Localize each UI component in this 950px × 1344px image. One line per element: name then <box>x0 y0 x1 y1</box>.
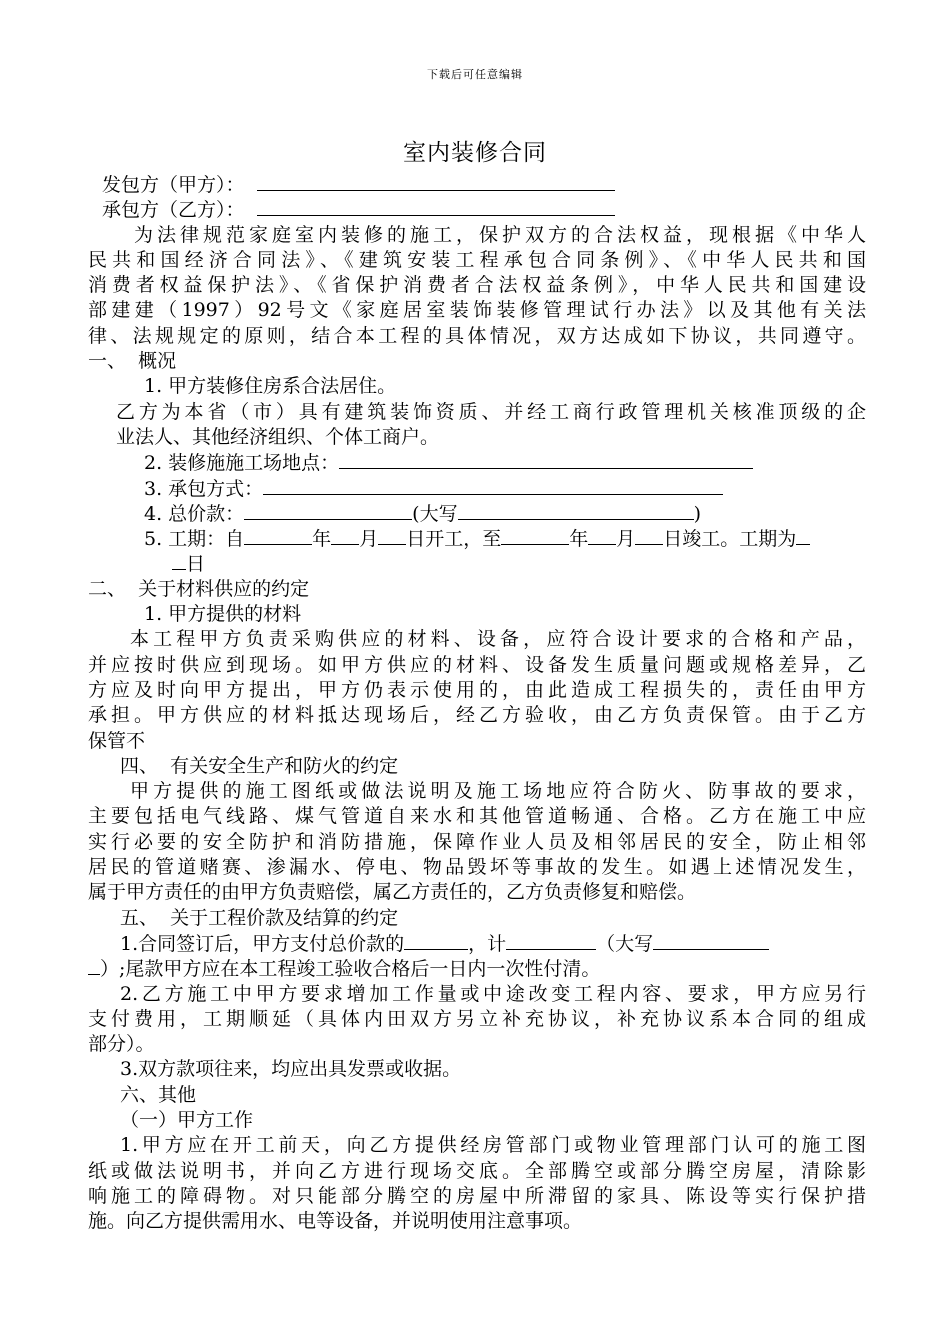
section5-item2: 部分）。 <box>88 1033 155 1056</box>
month-blank <box>331 526 359 545</box>
percent-blank <box>404 931 468 950</box>
close-paren: ) <box>693 502 702 525</box>
party-a-blank <box>257 172 615 191</box>
section2-para: 承担。甲方供应的材料抵达现场后，经乙方验收，由乙方负责保管。由于乙方 <box>88 704 866 727</box>
section4-para: 甲方提供的施工图纸或做法说明及施工场地应符合防火、防事故的要求， <box>130 780 866 803</box>
capital-label: （大写 <box>596 932 654 955</box>
party-a-label: 发包方（甲方）： <box>102 174 245 196</box>
section1-item3 <box>88 476 866 501</box>
section6-sub1: （一）甲方工作 <box>120 1108 254 1131</box>
capital-label: (大写 <box>412 502 458 525</box>
end-text: 日竣工。工期为 <box>663 528 797 551</box>
preamble-line: 民共和国经济合同法》、《建筑安装工程承包合同条例》、《中华人民共和国 <box>88 248 866 271</box>
period-label: 5. 工期：自 <box>144 528 245 551</box>
section5-item1 <box>88 931 866 956</box>
site-blank <box>339 450 753 469</box>
amount-label: ，计 <box>468 932 507 955</box>
section4-para: 居民的管道赌赛、渗漏水、停电、物品毁坏等事故的发生。如遇上述情况发生， <box>88 856 866 879</box>
capital-blank-cont <box>88 956 100 975</box>
amount-blank <box>506 931 596 950</box>
site-label: 2. 装修施施工场地点： <box>144 452 340 475</box>
duration-blank <box>172 551 186 570</box>
year-text: 年 <box>312 528 332 551</box>
day-unit: 日 <box>186 553 206 576</box>
party-b-blank <box>257 197 615 216</box>
section4-para: 实行必要的安全防护和消防措施，保障作业人员及相邻居民的安全，防止相邻 <box>88 830 866 853</box>
section-heading: 五、 关于工程价款及结算的约定 <box>120 906 399 929</box>
total-price-label: 4. 总价款： <box>144 502 245 525</box>
section6-item1: 响施工的障碍物。对只能部分腾空的房屋中所滞留的家具、陈设等实行保护措 <box>88 1184 866 1207</box>
section5-item1-cont <box>88 956 866 981</box>
preamble-line: 消费者权益保护法》、《省保护消费者合法权益条例》，中华人民共和国建设 <box>88 274 866 297</box>
section1-item2 <box>88 450 866 475</box>
section5-item3: 3.双方款项往来，均应出具发票或收据。 <box>120 1058 462 1081</box>
section2-para: 并应按时供应到现场。如甲方供应的材料、设备发生质量问题或规格差异，乙 <box>88 653 866 676</box>
year-blank <box>244 526 312 545</box>
day-blank <box>378 526 406 545</box>
preamble-line: 部建建（1997）92号文《家庭居室装饰装修管理试行办法》以及其他有关法 <box>88 299 866 322</box>
party-a-line <box>88 172 866 197</box>
section1-item1: 1. 甲方装修住房系合法居住。 <box>144 375 397 398</box>
section2-para: 本工程甲方负责采购供应的材料、设备，应符合设计要求的合格和产品， <box>130 628 866 651</box>
total-price-blank <box>244 501 412 520</box>
section-heading: 四、 有关安全生产和防火的约定 <box>120 754 399 777</box>
section6-item1: 纸或做法说明书，并向乙方进行现场交底。全部腾空或部分腾空房屋，清除影 <box>88 1159 866 1182</box>
preamble-line: 律、法规规定的原则，结合本工程的具体情况，双方达成如下协议，共同遵守。 <box>88 324 866 347</box>
section4-para: 属于甲方责任的由甲方负责赔偿，属乙方责任的，乙方负责修复和赔偿。 <box>88 881 697 904</box>
section1-item5 <box>88 526 866 551</box>
page-header: 下载后可任意编辑 <box>427 68 523 81</box>
payment-label: 1.合同签订后，甲方支付总价款的 <box>120 932 405 955</box>
year-text: 年 <box>569 528 589 551</box>
day-blank <box>635 526 663 545</box>
section1-item1-cont: 业法人、其他经济组织、个体工商户。 <box>116 425 440 448</box>
section5-item2: 支付费用，工期顺延（具体内田双方另立补充协议，补充协议系本合同的组成 <box>88 1007 866 1030</box>
document-body <box>88 172 866 1234</box>
year-blank <box>501 526 569 545</box>
capital-blank <box>653 931 769 950</box>
preamble-line: 为法律规范家庭室内装修的施工，保护双方的合法权益，现根据《中华人 <box>134 223 866 246</box>
section1-item5-end <box>88 551 866 576</box>
month-blank <box>588 526 616 545</box>
document-title: 室内装修合同 <box>403 140 547 166</box>
duration-blank <box>796 526 810 545</box>
final-payment-text: ）;尾款甲方应在本工程竣工验收合格后一日内一次性付清。 <box>100 958 601 981</box>
section2-para: 保管不 <box>88 729 146 752</box>
section4-para: 主要包括电气线路、煤气管道自来水和其他管道畅通、合格。乙方在施工中应 <box>88 805 866 828</box>
contract-mode-blank <box>263 476 723 495</box>
month-text: 月 <box>359 528 379 551</box>
section-heading: 六、其他 <box>120 1083 197 1106</box>
section-heading: 二、 关于材料供应的约定 <box>88 577 310 600</box>
section1-item4 <box>88 501 866 526</box>
section2-item1: 1. 甲方提供的材料 <box>144 603 302 626</box>
section6-item1: 1.甲方应在开工前天，向乙方提供经房管部门或物业管理部门认可的施工图 <box>120 1134 866 1157</box>
month-text: 月 <box>616 528 636 551</box>
party-b-label: 承包方（乙方）： <box>102 199 245 222</box>
section6-item1: 施。向乙方提供需用水、电等设备，并说明使用注意事项。 <box>88 1210 583 1233</box>
section1-item1-cont: 乙方为本省（市）具有建筑装饰资质、并经工商行政管理机关核准顶级的企 <box>116 400 866 423</box>
section5-item2: 2.乙方施工中甲方要求增加工作量或中途改变工程内容、要求，甲方应另行 <box>120 982 866 1005</box>
contract-mode-label: 3. 承包方式： <box>144 477 264 500</box>
party-b-line <box>88 197 866 222</box>
capital-blank <box>458 501 694 520</box>
section2-para: 方应及时向甲方提出，甲方仍表示使用的，由此造成工程损失的，责任由甲方 <box>88 678 866 701</box>
start-text: 日开工，至 <box>406 528 502 551</box>
section-heading: 一、 概况 <box>88 350 177 373</box>
